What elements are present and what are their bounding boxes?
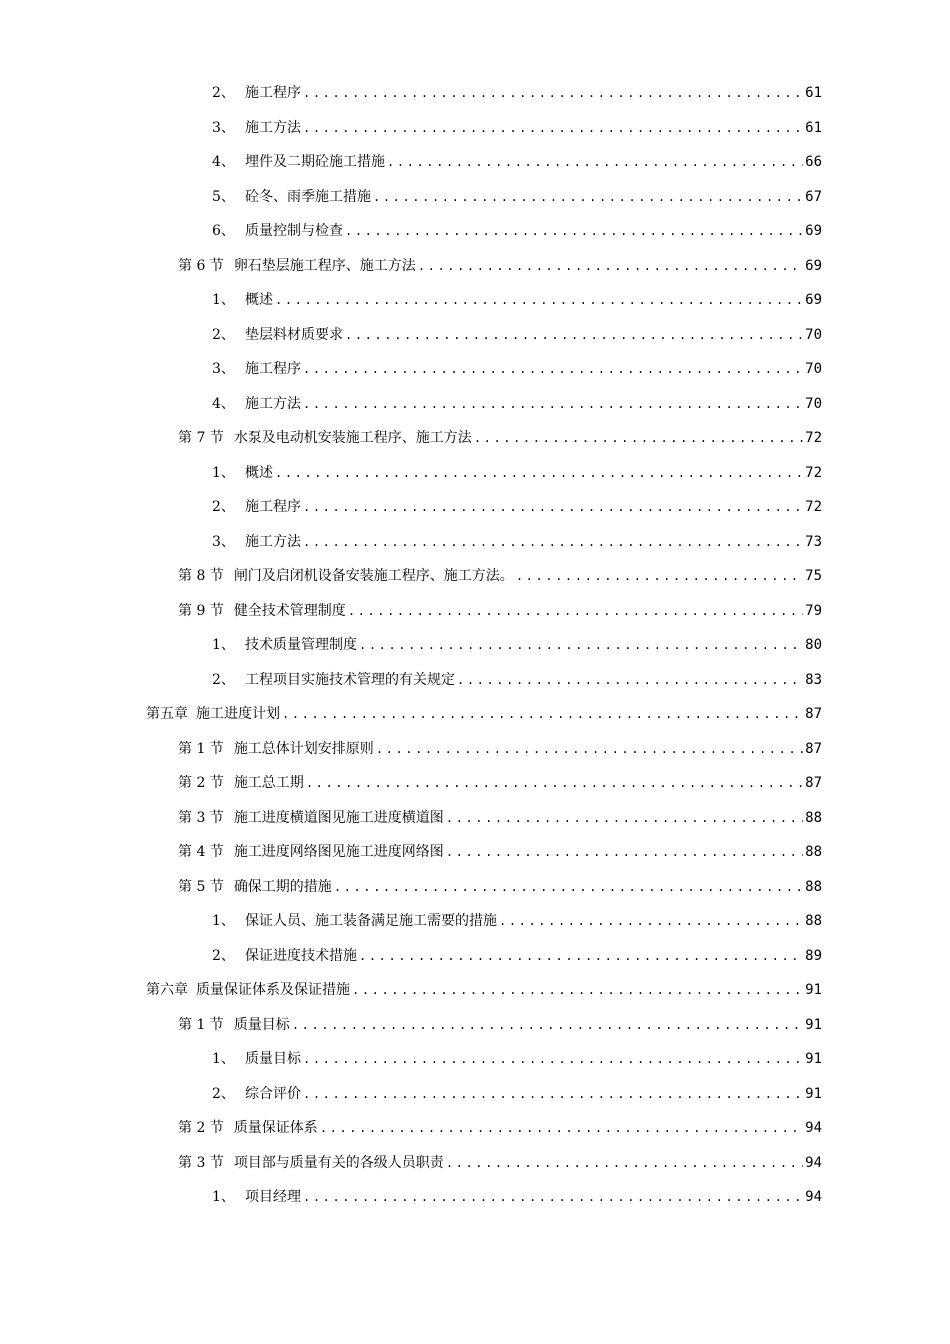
- toc-entry-page: 88: [805, 809, 822, 826]
- toc-entry-title: 施工进度横道图见施工进度横道图: [233, 809, 444, 826]
- toc-dot-leader: [387, 153, 803, 171]
- toc-entry-inner: [178, 257, 822, 275]
- toc-entry-page: 79: [805, 602, 822, 619]
- toc-entry[interactable]: [0, 352, 950, 387]
- toc-entry-title: 工程项目实施技术管理的有关规定: [245, 671, 455, 688]
- toc-entry-inner: [212, 153, 822, 171]
- toc-entry-title: 施工程序: [245, 361, 301, 378]
- toc-entry[interactable]: [0, 1146, 950, 1181]
- toc-entry-title: 项目部与质量有关的各级人员职责: [233, 1154, 444, 1171]
- toc-entry-title: 施工进度计划: [196, 706, 280, 723]
- toc-entry-number: 1、: [212, 913, 235, 930]
- toc-entry[interactable]: [0, 939, 950, 974]
- toc-entry-page: 69: [805, 257, 822, 274]
- toc-entry[interactable]: [0, 283, 950, 318]
- toc-entry-number: 1、: [212, 1051, 235, 1068]
- toc-entry[interactable]: [0, 249, 950, 284]
- toc-entry-number: 5、: [212, 188, 235, 205]
- toc-entry-inner: [178, 1119, 822, 1137]
- toc-entry-number: 1、: [212, 637, 235, 654]
- toc-entry-page: 94: [805, 1189, 822, 1206]
- toc-entry-inner: [178, 774, 822, 792]
- toc-entry-inner: [146, 705, 822, 723]
- toc-entry[interactable]: [0, 1077, 950, 1112]
- toc-entry-inner: [146, 981, 822, 999]
- toc-dot-leader: [303, 1188, 803, 1206]
- toc-dot-leader: [303, 1050, 803, 1068]
- toc-entry-page: 69: [805, 223, 822, 240]
- toc-entry-inner: [212, 1188, 822, 1206]
- toc-dot-leader: [345, 222, 803, 240]
- toc-entry-inner: [178, 602, 822, 620]
- toc-dot-leader: [303, 1085, 803, 1103]
- toc-entry-title: 健全技术管理制度: [233, 602, 346, 619]
- toc-entry[interactable]: [0, 801, 950, 836]
- toc-entry-number: 第 9 节: [178, 602, 224, 619]
- toc-entry-inner: [178, 429, 822, 447]
- toc-dot-leader: [303, 533, 803, 551]
- toc-dot-leader: [446, 1154, 803, 1172]
- toc-dot-leader: [292, 1016, 803, 1034]
- toc-entry[interactable]: [0, 1008, 950, 1043]
- toc-entry-page: 88: [805, 878, 822, 895]
- toc-entry-title: 埋件及二期砼施工措施: [245, 154, 385, 171]
- toc-entry-number: 1、: [212, 1189, 235, 1206]
- toc-entry-inner: [212, 84, 822, 102]
- toc-dot-leader: [303, 498, 803, 516]
- toc-entry-inner: [212, 360, 822, 378]
- toc-entry-number: 第六章: [146, 982, 188, 999]
- toc-entry-page: 67: [805, 188, 822, 205]
- toc-entry[interactable]: [0, 1111, 950, 1146]
- toc-entry-page: 69: [805, 292, 822, 309]
- toc-dot-leader: [282, 705, 803, 723]
- toc-entry-number: 2、: [212, 326, 235, 343]
- toc-dot-leader: [275, 291, 803, 309]
- toc-entry-number: 1、: [212, 464, 235, 481]
- toc-entry[interactable]: [0, 111, 950, 146]
- toc-entry-title: 技术质量管理制度: [245, 637, 357, 654]
- toc-dot-leader: [446, 809, 803, 827]
- toc-dot-leader: [303, 119, 803, 137]
- toc-dot-leader: [418, 257, 803, 275]
- toc-entry-number: 2、: [212, 499, 235, 516]
- toc-entry-number: 第 7 节: [178, 430, 224, 447]
- toc-entry-number: 1、: [212, 292, 235, 309]
- toc-entry-title: 质量目标: [233, 1016, 290, 1033]
- toc-entry-inner: [178, 843, 822, 861]
- toc-entry-inner: [212, 947, 822, 965]
- toc-entry-title: 保证人员、施工装备满足施工需要的措施: [245, 913, 497, 930]
- toc-entry[interactable]: [0, 870, 950, 905]
- toc-entry[interactable]: [0, 214, 950, 249]
- toc-entry-number: 第 1 节: [178, 740, 224, 757]
- toc-entry[interactable]: [0, 387, 950, 422]
- toc-entry-number: 2、: [212, 85, 235, 102]
- toc-dot-leader: [306, 774, 803, 792]
- toc-entry-page: 91: [805, 1085, 822, 1102]
- toc-entry-inner: [178, 567, 822, 585]
- toc-entry-number: 2、: [212, 1085, 235, 1102]
- toc-entry[interactable]: [0, 421, 950, 456]
- toc-entry-title: 概述: [245, 292, 273, 309]
- toc-entry[interactable]: [0, 490, 950, 525]
- toc-entry-inner: [212, 464, 822, 482]
- toc-entry-inner: [178, 740, 822, 758]
- toc-entry-page: 70: [805, 326, 822, 343]
- toc-dot-leader: [275, 464, 803, 482]
- toc-dot-leader: [359, 636, 803, 654]
- table-of-contents: [0, 76, 950, 1215]
- toc-entry-title: 质量保证体系及保证措施: [196, 982, 350, 999]
- toc-entry-title: 砼冬、雨季施工措施: [245, 188, 371, 205]
- toc-entry-number: 3、: [212, 361, 235, 378]
- toc-entry-number: 第 1 节: [178, 1016, 224, 1033]
- toc-entry-page: 94: [805, 1120, 822, 1137]
- toc-entry-inner: [212, 912, 822, 930]
- toc-entry-inner: [178, 1016, 822, 1034]
- toc-entry-number: 第 6 节: [178, 257, 224, 274]
- toc-entry-title: 保证进度技术措施: [245, 947, 357, 964]
- toc-entry-page: 91: [805, 982, 822, 999]
- toc-dot-leader: [376, 740, 803, 758]
- toc-entry-title: 施工总工期: [233, 775, 304, 792]
- toc-dot-leader: [446, 843, 803, 861]
- toc-entry-title: 确保工期的措施: [233, 878, 332, 895]
- toc-entry[interactable]: [0, 76, 950, 111]
- toc-entry-title: 综合评价: [245, 1085, 301, 1102]
- toc-entry-title: 项目经理: [245, 1189, 301, 1206]
- toc-entry-title: 施工进度网络图见施工进度网络图: [233, 844, 444, 861]
- toc-entry-page: 88: [805, 844, 822, 861]
- toc-entry-page: 80: [805, 637, 822, 654]
- toc-entry-page: 72: [805, 464, 822, 481]
- toc-dot-leader: [516, 567, 803, 585]
- toc-entry-number: 4、: [212, 154, 235, 171]
- toc-entry-title: 施工总体计划安排原则: [233, 740, 374, 757]
- toc-entry[interactable]: [0, 180, 950, 215]
- toc-entry-title: 垫层料材质要求: [245, 326, 343, 343]
- toc-entry-number: 第 4 节: [178, 844, 224, 861]
- toc-entry-page: 91: [805, 1051, 822, 1068]
- toc-entry-page: 87: [805, 775, 822, 792]
- toc-entry-title: 水泵及电动机安装施工程序、施工方法: [233, 430, 472, 447]
- toc-entry-inner: [212, 533, 822, 551]
- toc-entry-inner: [212, 498, 822, 516]
- toc-dot-leader: [303, 360, 803, 378]
- toc-entry-title: 施工程序: [245, 499, 301, 516]
- toc-entry-number: 2、: [212, 671, 235, 688]
- toc-entry[interactable]: [0, 766, 950, 801]
- toc-entry-number: 第五章: [146, 706, 188, 723]
- toc-entry-inner: [212, 222, 822, 240]
- toc-entry-page: 75: [805, 568, 822, 585]
- toc-dot-leader: [474, 429, 803, 447]
- toc-entry[interactable]: [0, 1042, 950, 1077]
- toc-entry-page: 72: [805, 430, 822, 447]
- toc-entry-inner: [212, 291, 822, 309]
- toc-entry[interactable]: [0, 663, 950, 698]
- toc-entry-number: 6、: [212, 223, 235, 240]
- toc-entry[interactable]: [0, 318, 950, 353]
- toc-entry-page: 61: [805, 85, 822, 102]
- toc-entry-page: 89: [805, 947, 822, 964]
- toc-dot-leader: [359, 947, 803, 965]
- toc-entry-inner: [212, 188, 822, 206]
- toc-dot-leader: [320, 1119, 803, 1137]
- toc-entry-title: 施工方法: [245, 119, 301, 136]
- toc-entry-number: 第 8 节: [178, 568, 224, 585]
- toc-entry-inner: [178, 1154, 822, 1172]
- toc-entry-page: 87: [805, 740, 822, 757]
- toc-entry-page: 87: [805, 706, 822, 723]
- toc-dot-leader: [334, 878, 803, 896]
- toc-entry[interactable]: [0, 732, 950, 767]
- toc-entry[interactable]: [0, 594, 950, 629]
- toc-entry-title: 施工方法: [245, 533, 301, 550]
- toc-entry-page: 83: [805, 671, 822, 688]
- toc-entry-number: 2、: [212, 947, 235, 964]
- toc-entry-inner: [212, 395, 822, 413]
- toc-dot-leader: [348, 602, 803, 620]
- toc-entry-page: 94: [805, 1154, 822, 1171]
- toc-dot-leader: [345, 326, 803, 344]
- toc-entry-page: 72: [805, 499, 822, 516]
- toc-entry-page: 73: [805, 533, 822, 550]
- toc-dot-leader: [352, 981, 803, 999]
- toc-entry[interactable]: [0, 697, 950, 732]
- toc-dot-leader: [303, 395, 803, 413]
- toc-entry[interactable]: [0, 456, 950, 491]
- toc-entry[interactable]: [0, 145, 950, 180]
- toc-entry-number: 第 3 节: [178, 1154, 224, 1171]
- toc-entry[interactable]: [0, 559, 950, 594]
- toc-dot-leader: [457, 671, 803, 689]
- toc-entry-page: 66: [805, 154, 822, 171]
- toc-entry-title: 闸门及启闭机设备安装施工程序、施工方法。: [233, 568, 514, 585]
- toc-entry-inner: [212, 1085, 822, 1103]
- toc-entry-page: 70: [805, 395, 822, 412]
- toc-entry-inner: [212, 671, 822, 689]
- toc-entry-inner: [212, 326, 822, 344]
- toc-entry-number: 第 2 节: [178, 775, 224, 792]
- toc-entry-number: 第 2 节: [178, 1120, 224, 1137]
- toc-entry-title: 质量控制与检查: [245, 223, 343, 240]
- toc-entry-number: 4、: [212, 395, 235, 412]
- toc-entry-title: 质量目标: [245, 1051, 301, 1068]
- toc-entry-number: 3、: [212, 533, 235, 550]
- toc-entry[interactable]: [0, 628, 950, 663]
- toc-entry-title: 施工程序: [245, 85, 301, 102]
- toc-entry-page: 70: [805, 361, 822, 378]
- toc-entry-title: 卵石垫层施工程序、施工方法: [233, 257, 416, 274]
- toc-entry-inner: [212, 119, 822, 137]
- toc-entry[interactable]: [0, 973, 950, 1008]
- toc-dot-leader: [373, 188, 803, 206]
- toc-entry-title: 质量保证体系: [233, 1120, 318, 1137]
- toc-entry-title: 施工方法: [245, 395, 301, 412]
- toc-entry-title: 概述: [245, 464, 273, 481]
- toc-entry[interactable]: [0, 904, 950, 939]
- toc-dot-leader: [499, 912, 803, 930]
- toc-entry-number: 3、: [212, 119, 235, 136]
- toc-entry-page: 61: [805, 119, 822, 136]
- toc-dot-leader: [303, 84, 803, 102]
- toc-entry[interactable]: [0, 1180, 950, 1215]
- toc-entry-inner: [178, 878, 822, 896]
- toc-entry[interactable]: [0, 835, 950, 870]
- toc-entry-number: 第 5 节: [178, 878, 224, 895]
- toc-entry-inner: [178, 809, 822, 827]
- toc-entry-inner: [212, 1050, 822, 1068]
- toc-entry[interactable]: [0, 525, 950, 560]
- toc-entry-number: 第 3 节: [178, 809, 224, 826]
- toc-entry-page: 88: [805, 913, 822, 930]
- toc-entry-inner: [212, 636, 822, 654]
- toc-entry-page: 91: [805, 1016, 822, 1033]
